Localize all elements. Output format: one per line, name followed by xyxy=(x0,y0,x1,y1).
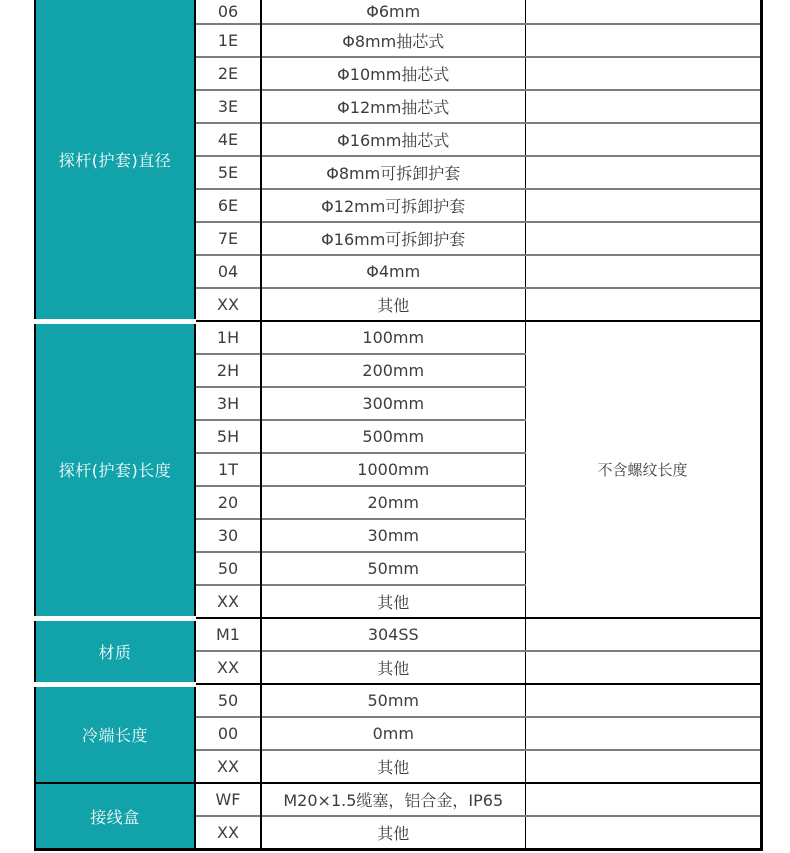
description-cell: Φ12mm可拆卸护套 xyxy=(261,189,525,222)
code-cell: 5H xyxy=(195,420,261,453)
code-cell: 7E xyxy=(195,222,261,255)
section-label-cell: 冷端长度 xyxy=(35,684,195,783)
code-cell: 04 xyxy=(195,255,261,288)
code-cell: 3H xyxy=(195,387,261,420)
code-cell: XX xyxy=(195,585,261,618)
code-cell: 2H xyxy=(195,354,261,387)
ordering-code-table xyxy=(34,0,763,851)
code-cell: XX xyxy=(195,651,261,684)
note-cell-empty xyxy=(525,651,761,684)
code-cell: 4E xyxy=(195,123,261,156)
note-cell-empty xyxy=(525,24,761,57)
table-row xyxy=(35,783,761,816)
code-cell: 2E xyxy=(195,57,261,90)
table-row xyxy=(35,0,761,24)
description-cell: 其他 xyxy=(261,816,525,850)
note-cell-empty xyxy=(525,288,761,321)
code-cell: 5E xyxy=(195,156,261,189)
description-cell: Φ16mm可拆卸护套 xyxy=(261,222,525,255)
description-cell: 500mm xyxy=(261,420,525,453)
section-label-cell: 接线盒 xyxy=(35,783,195,850)
note-cell-empty xyxy=(525,123,761,156)
note-cell-empty xyxy=(525,684,761,717)
description-cell: Φ8mm抽芯式 xyxy=(261,24,525,57)
description-cell: Φ12mm抽芯式 xyxy=(261,90,525,123)
description-cell: Φ10mm抽芯式 xyxy=(261,57,525,90)
code-cell: 06 xyxy=(195,0,261,24)
description-cell: 20mm xyxy=(261,486,525,519)
table-row xyxy=(35,618,761,651)
description-cell: 50mm xyxy=(261,552,525,585)
note-cell-empty xyxy=(525,816,761,850)
note-cell-empty xyxy=(525,57,761,90)
spec-table-container xyxy=(34,0,762,851)
description-cell: Φ16mm抽芯式 xyxy=(261,123,525,156)
description-cell: Φ6mm xyxy=(261,0,525,24)
code-cell: 50 xyxy=(195,552,261,585)
code-cell: 1E xyxy=(195,24,261,57)
note-cell-empty xyxy=(525,717,761,750)
description-cell: Φ8mm可拆卸护套 xyxy=(261,156,525,189)
code-cell: M1 xyxy=(195,618,261,651)
description-cell: 200mm xyxy=(261,354,525,387)
description-cell: 其他 xyxy=(261,750,525,783)
description-cell: 0mm xyxy=(261,717,525,750)
description-cell: 其他 xyxy=(261,585,525,618)
description-cell: Φ4mm xyxy=(261,255,525,288)
description-cell: 30mm xyxy=(261,519,525,552)
note-cell-empty xyxy=(525,90,761,123)
note-cell-empty xyxy=(525,222,761,255)
note-cell-empty xyxy=(525,0,761,24)
code-cell: 00 xyxy=(195,717,261,750)
section-label-cell: 探杆(护套)长度 xyxy=(35,321,195,618)
code-cell: 20 xyxy=(195,486,261,519)
description-cell: 50mm xyxy=(261,684,525,717)
note-cell-empty xyxy=(525,783,761,816)
description-cell: 其他 xyxy=(261,288,525,321)
description-cell: 1000mm xyxy=(261,453,525,486)
note-cell-empty xyxy=(525,750,761,783)
code-cell: XX xyxy=(195,816,261,850)
code-cell: 1H xyxy=(195,321,261,354)
section-label-cell: 材质 xyxy=(35,618,195,684)
code-cell: WF xyxy=(195,783,261,816)
note-cell-empty xyxy=(525,618,761,651)
code-cell: 30 xyxy=(195,519,261,552)
code-cell: 3E xyxy=(195,90,261,123)
description-cell: 100mm xyxy=(261,321,525,354)
code-cell: XX xyxy=(195,288,261,321)
note-cell-empty xyxy=(525,156,761,189)
table-row xyxy=(35,684,761,717)
code-cell: 50 xyxy=(195,684,261,717)
code-cell: 6E xyxy=(195,189,261,222)
description-cell: 300mm xyxy=(261,387,525,420)
note-cell-empty xyxy=(525,255,761,288)
table-row xyxy=(35,321,761,354)
description-cell: 304SS xyxy=(261,618,525,651)
code-cell: XX xyxy=(195,750,261,783)
note-cell-empty xyxy=(525,189,761,222)
section-label-cell: 探杆(护套)直径 xyxy=(35,0,195,321)
code-cell: 1T xyxy=(195,453,261,486)
description-cell: M20×1.5缆塞，铝合金，IP65 xyxy=(261,783,525,816)
description-cell: 其他 xyxy=(261,651,525,684)
note-cell: 不含螺纹长度 xyxy=(525,321,761,618)
